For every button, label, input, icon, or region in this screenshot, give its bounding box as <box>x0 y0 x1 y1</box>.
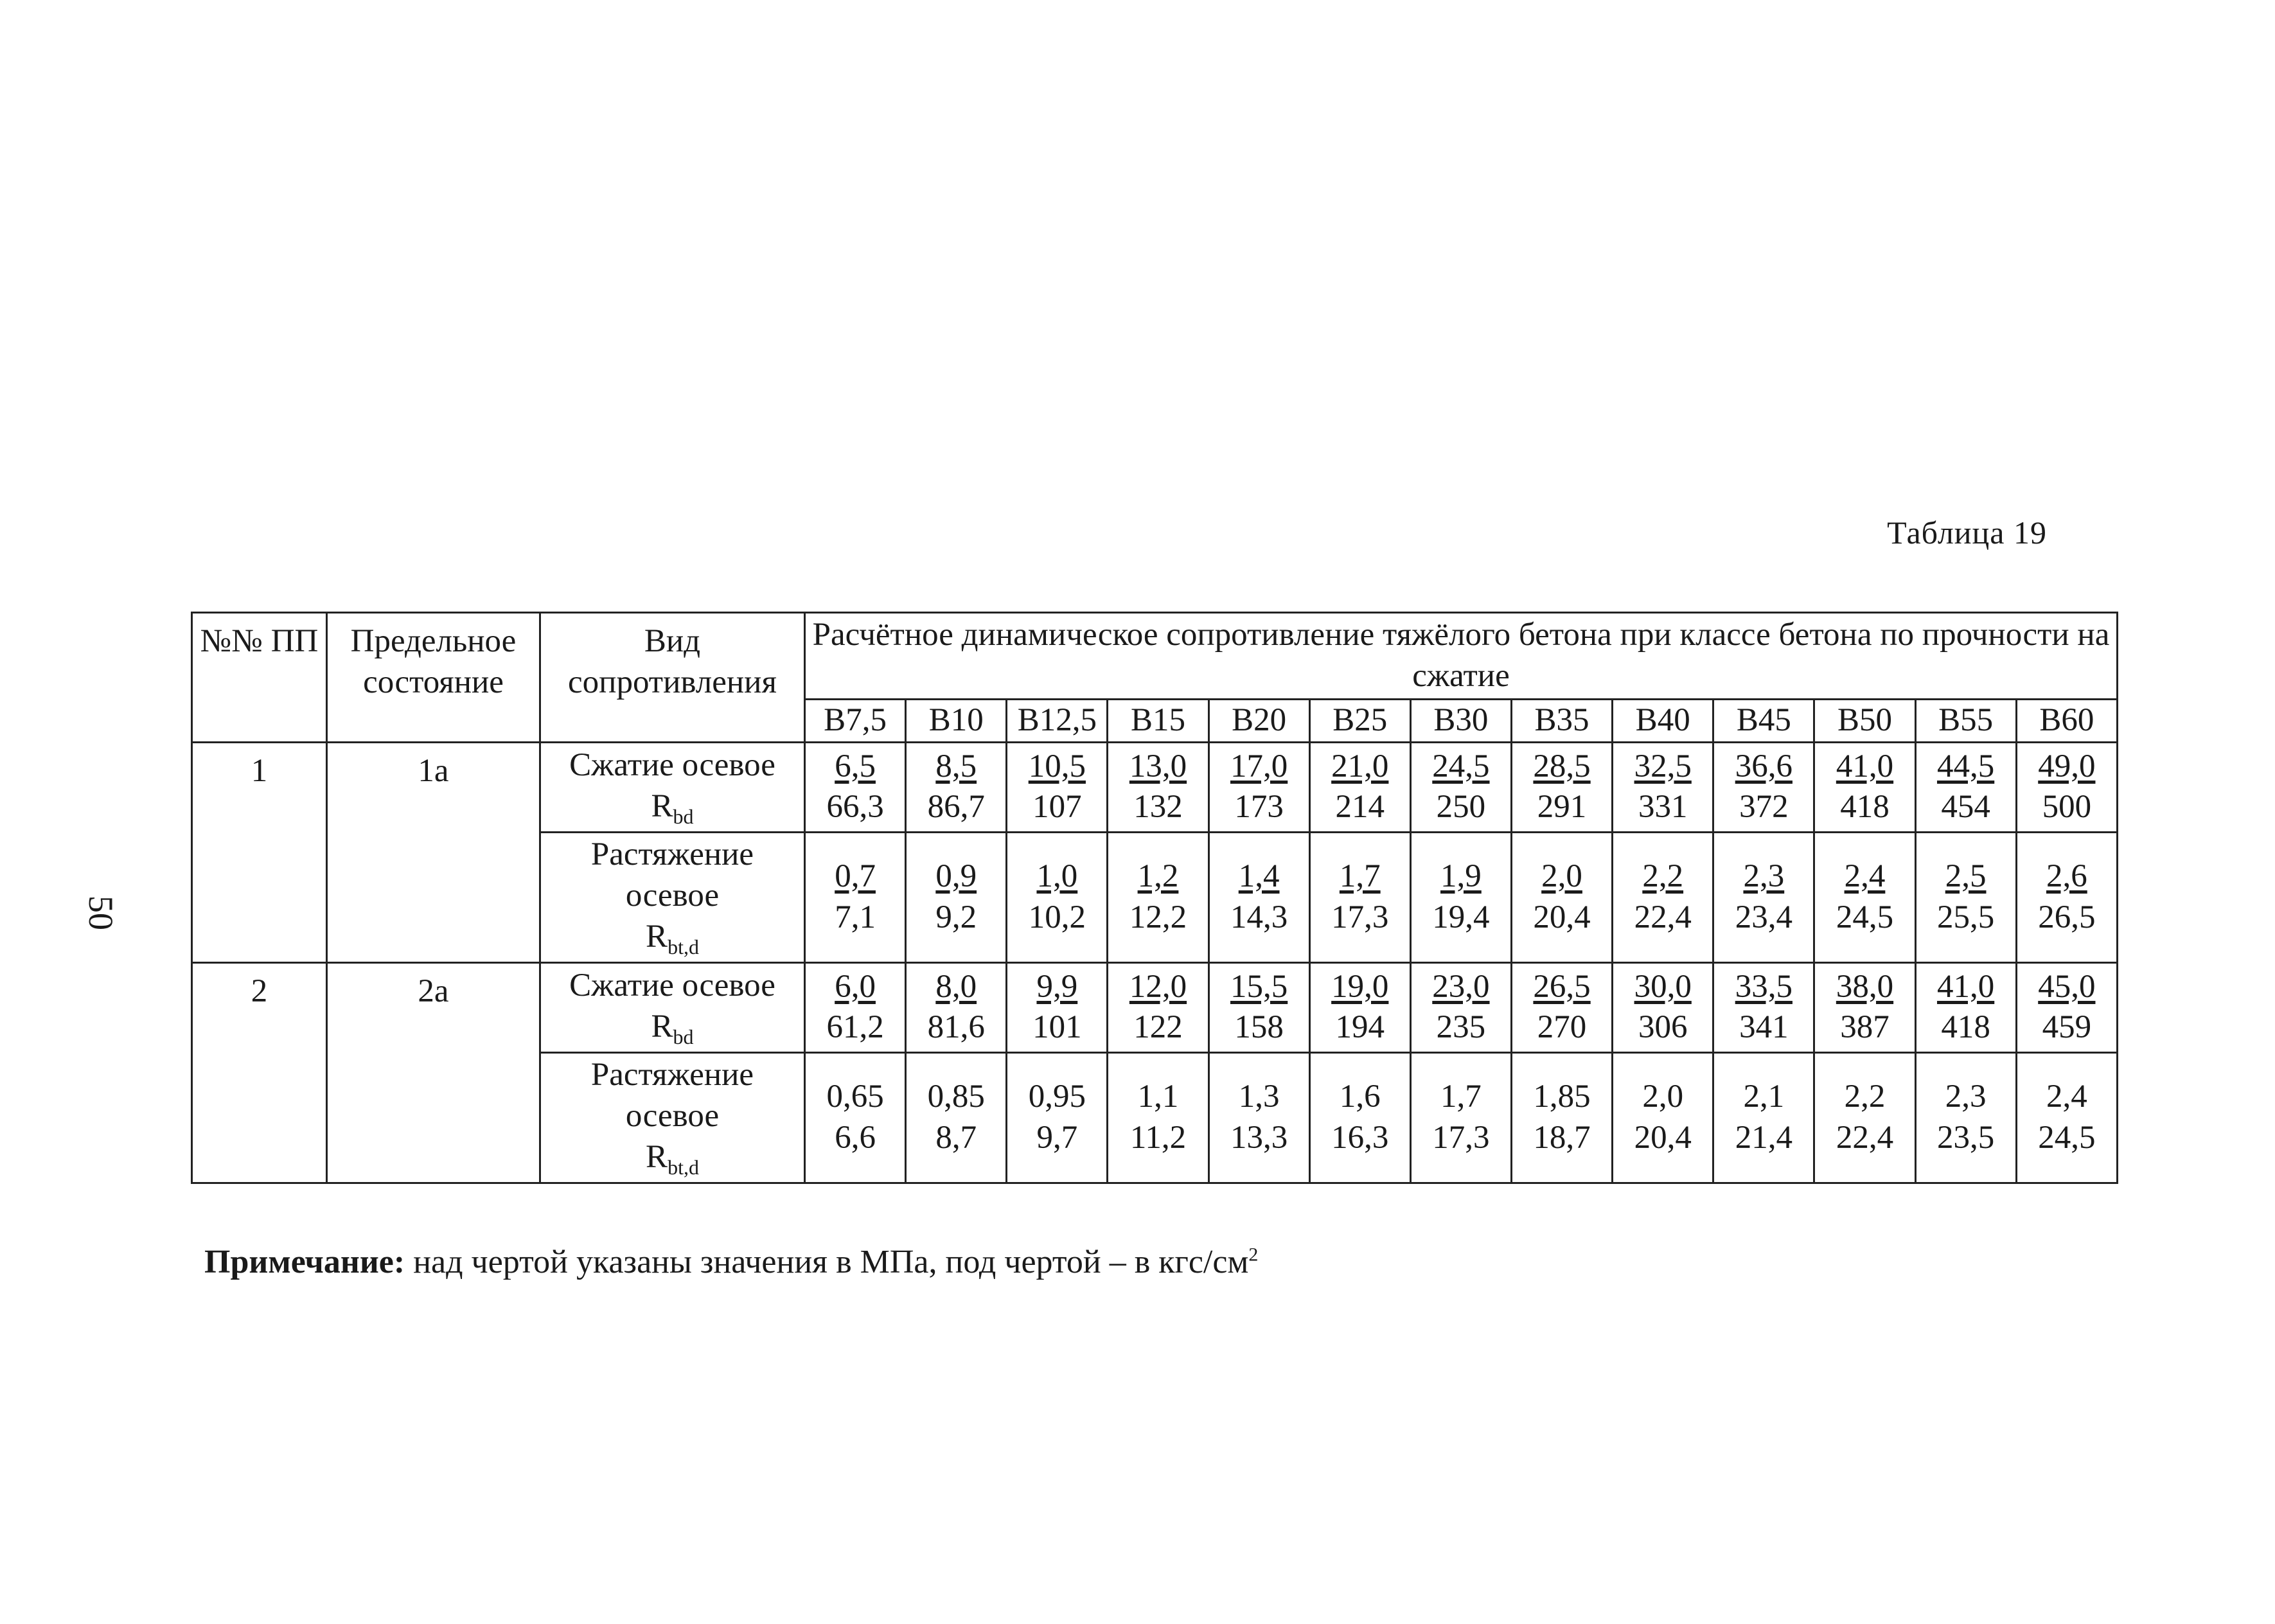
value-kgf: 20,4 <box>1533 899 1591 935</box>
value-mpa: 2,3 <box>1945 1079 1987 1115</box>
value-cell <box>1814 962 1915 1052</box>
value-cell <box>1007 832 1108 962</box>
value-mpa: 17,0 <box>1230 748 1288 784</box>
page-number: 50 <box>82 896 120 930</box>
value-kgf: 11,2 <box>1129 1119 1187 1156</box>
value-mpa: 2,4 <box>2046 1079 2087 1115</box>
note-sup: 2 <box>1248 1244 1259 1266</box>
value-mpa: 45,0 <box>2038 968 2096 1005</box>
value-kgf: 9,7 <box>1036 1119 1078 1156</box>
class-header: B30 <box>1410 700 1511 743</box>
class-header: B12,5 <box>1007 700 1108 743</box>
value-mpa: 33,5 <box>1735 968 1793 1005</box>
value-cell <box>1007 962 1108 1052</box>
value-mpa: 1,7 <box>1339 858 1381 894</box>
value-kgf: 132 <box>1133 789 1183 825</box>
value-kgf: 6,6 <box>835 1119 876 1156</box>
value-kgf: 418 <box>1840 789 1890 825</box>
value-mpa: 0,9 <box>935 858 977 894</box>
symbol-subscript: bt,d <box>668 1156 699 1179</box>
class-header: B20 <box>1208 700 1309 743</box>
row-num: 1 <box>192 742 327 962</box>
value-cell <box>1713 832 1814 962</box>
resistance-type <box>540 832 805 962</box>
symbol-subscript: bd <box>673 804 694 828</box>
value-kgf: 86,7 <box>927 789 985 825</box>
value-kgf: 17,3 <box>1331 899 1389 935</box>
value-cell <box>1208 832 1309 962</box>
value-kgf: 23,5 <box>1936 1119 1995 1156</box>
value-cell <box>1410 832 1511 962</box>
resistance-label: Растяжение осевое <box>590 836 754 914</box>
resistance-label: Растяжение осевое <box>590 1057 754 1134</box>
value-kgf: 10,2 <box>1028 899 1086 935</box>
table-title: Таблица 19 <box>1887 515 2047 551</box>
value-mpa: 2,1 <box>1743 1079 1785 1115</box>
symbol-letter: R <box>646 918 668 955</box>
value-cell <box>2016 832 2117 962</box>
value-cell <box>805 742 906 832</box>
value-kgf: 418 <box>1941 1009 1990 1046</box>
class-header: B35 <box>1511 700 1612 743</box>
value-cell <box>1108 832 1208 962</box>
value-kgf: 459 <box>2042 1009 2092 1046</box>
value-kgf: 8,7 <box>935 1119 977 1156</box>
header-state: Предельное состояние <box>327 613 540 743</box>
value-kgf: 158 <box>1234 1009 1284 1046</box>
value-cell <box>906 1052 1007 1183</box>
value-cell <box>805 832 906 962</box>
value-kgf: 122 <box>1133 1009 1183 1046</box>
class-header: B45 <box>1713 700 1814 743</box>
value-kgf: 16,3 <box>1331 1119 1389 1156</box>
value-mpa: 1,0 <box>1036 858 1078 894</box>
value-kgf: 12,2 <box>1129 899 1187 935</box>
value-kgf: 24,5 <box>2038 1119 2096 1156</box>
value-cell <box>1108 962 1208 1052</box>
value-cell <box>1208 742 1309 832</box>
value-mpa: 28,5 <box>1533 748 1591 784</box>
resistance-symbol <box>544 786 801 829</box>
value-mpa: 2,0 <box>1642 1079 1684 1115</box>
value-mpa: 2,2 <box>1844 1079 1886 1115</box>
value-mpa: 0,65 <box>826 1079 884 1115</box>
value-mpa: 1,7 <box>1440 1079 1482 1115</box>
resistance-table <box>191 612 2118 1184</box>
value-cell <box>1713 962 1814 1052</box>
class-header: B15 <box>1108 700 1208 743</box>
value-cell <box>1915 742 2016 832</box>
value-mpa: 1,2 <box>1137 858 1179 894</box>
value-kgf: 107 <box>1032 789 1082 825</box>
value-cell <box>1511 1052 1612 1183</box>
value-cell <box>1410 742 1511 832</box>
value-mpa: 2,4 <box>1844 858 1886 894</box>
value-kgf: 22,4 <box>1836 1119 1894 1156</box>
value-mpa: 2,0 <box>1541 858 1582 894</box>
value-cell <box>2016 1052 2117 1183</box>
value-mpa: 41,0 <box>1936 968 1995 1005</box>
resistance-type <box>540 742 805 832</box>
value-mpa: 26,5 <box>1533 968 1591 1005</box>
value-cell <box>1208 1052 1309 1183</box>
value-kgf: 306 <box>1638 1009 1688 1046</box>
note-label: Примечание: <box>204 1244 405 1280</box>
class-header: B60 <box>2016 700 2117 743</box>
value-kgf: 101 <box>1032 1009 1082 1046</box>
value-kgf: 454 <box>1941 789 1990 825</box>
value-kgf: 372 <box>1739 789 1789 825</box>
value-mpa: 30,0 <box>1634 968 1692 1005</box>
value-mpa: 2,3 <box>1743 858 1785 894</box>
value-kgf: 387 <box>1840 1009 1890 1046</box>
value-mpa: 15,5 <box>1230 968 1288 1005</box>
note <box>204 1243 1258 1281</box>
value-kgf: 13,3 <box>1230 1119 1288 1156</box>
row-state: 1а <box>327 742 540 962</box>
value-mpa: 41,0 <box>1836 748 1894 784</box>
value-cell <box>906 832 1007 962</box>
value-kgf: 81,6 <box>927 1009 985 1046</box>
value-kgf: 9,2 <box>935 899 977 935</box>
value-cell <box>1309 962 1410 1052</box>
value-cell <box>1814 742 1915 832</box>
value-kgf: 17,3 <box>1432 1119 1490 1156</box>
header-type: Вид сопротивления <box>540 613 805 743</box>
resistance-type <box>540 962 805 1052</box>
value-cell <box>1613 962 1713 1052</box>
value-cell <box>1511 742 1612 832</box>
value-kgf: 214 <box>1335 789 1385 825</box>
value-mpa: 1,6 <box>1339 1079 1381 1115</box>
symbol-letter: R <box>651 1008 673 1045</box>
value-mpa: 6,0 <box>835 968 876 1005</box>
class-header: B55 <box>1915 700 2016 743</box>
value-mpa: 23,0 <box>1432 968 1490 1005</box>
value-kgf: 61,2 <box>826 1009 884 1046</box>
value-kgf: 291 <box>1537 789 1587 825</box>
value-cell <box>1108 1052 1208 1183</box>
value-kgf: 18,7 <box>1533 1119 1591 1156</box>
value-kgf: 66,3 <box>826 789 884 825</box>
header-group: Расчётное динамическое сопротивление тяжёлого бетона при классе бетона по прочности на сжатие <box>805 613 2118 700</box>
value-cell <box>1713 1052 1814 1183</box>
value-kgf: 250 <box>1436 789 1486 825</box>
class-header: B10 <box>906 700 1007 743</box>
value-mpa: 0,95 <box>1028 1079 1086 1115</box>
row-state: 2а <box>327 962 540 1183</box>
note-text: над чертой указаны значения в МПа, под чертой – в кгс/см <box>405 1244 1249 1280</box>
value-kgf: 341 <box>1739 1009 1789 1046</box>
value-kgf: 20,4 <box>1634 1119 1692 1156</box>
value-kgf: 500 <box>2042 789 2092 825</box>
value-cell <box>1007 742 1108 832</box>
value-cell <box>1613 742 1713 832</box>
value-cell <box>1613 832 1713 962</box>
table-row <box>192 962 2118 1052</box>
symbol-letter: R <box>651 788 673 824</box>
value-mpa: 38,0 <box>1836 968 1894 1005</box>
value-kgf: 235 <box>1436 1009 1486 1046</box>
value-cell <box>1713 742 1814 832</box>
value-cell <box>1814 832 1915 962</box>
value-kgf: 26,5 <box>2038 899 2096 935</box>
value-cell <box>1814 1052 1915 1183</box>
value-mpa: 32,5 <box>1634 748 1692 784</box>
value-kgf: 194 <box>1335 1009 1385 1046</box>
value-kgf: 21,4 <box>1735 1119 1793 1156</box>
value-mpa: 0,7 <box>835 858 876 894</box>
value-mpa: 0,85 <box>927 1079 985 1115</box>
value-mpa: 2,2 <box>1642 858 1684 894</box>
class-header: B25 <box>1309 700 1410 743</box>
row-num: 2 <box>192 962 327 1183</box>
class-header: B40 <box>1613 700 1713 743</box>
value-mpa: 24,5 <box>1432 748 1490 784</box>
value-kgf: 14,3 <box>1230 899 1288 935</box>
value-kgf: 25,5 <box>1936 899 1995 935</box>
value-cell <box>906 962 1007 1052</box>
value-cell <box>1915 1052 2016 1183</box>
value-cell <box>1410 1052 1511 1183</box>
resistance-symbol <box>544 1137 801 1180</box>
value-kgf: 270 <box>1537 1009 1587 1046</box>
value-mpa: 49,0 <box>2038 748 2096 784</box>
value-kgf: 24,5 <box>1836 899 1894 935</box>
resistance-symbol <box>544 1007 801 1050</box>
value-cell <box>1613 1052 1713 1183</box>
value-mpa: 1,1 <box>1137 1079 1179 1115</box>
value-mpa: 2,6 <box>2046 858 2087 894</box>
value-mpa: 1,4 <box>1238 858 1280 894</box>
value-kgf: 22,4 <box>1634 899 1692 935</box>
value-cell <box>1309 832 1410 962</box>
value-mpa: 1,3 <box>1238 1079 1280 1115</box>
value-mpa: 13,0 <box>1129 748 1187 784</box>
value-mpa: 12,0 <box>1129 968 1187 1005</box>
symbol-subscript: bd <box>673 1025 694 1048</box>
resistance-symbol <box>544 917 801 960</box>
value-cell <box>1410 962 1511 1052</box>
value-mpa: 1,85 <box>1533 1079 1591 1115</box>
value-mpa: 8,5 <box>935 748 977 784</box>
value-mpa: 6,5 <box>835 748 876 784</box>
value-cell <box>1108 742 1208 832</box>
value-cell <box>2016 962 2117 1052</box>
symbol-letter: R <box>646 1138 668 1175</box>
table-row <box>192 742 2118 832</box>
value-cell <box>1915 962 2016 1052</box>
value-cell <box>805 1052 906 1183</box>
value-kgf: 23,4 <box>1735 899 1793 935</box>
resistance-type <box>540 1052 805 1183</box>
value-cell <box>805 962 906 1052</box>
value-mpa: 10,5 <box>1028 748 1086 784</box>
value-kgf: 19,4 <box>1432 899 1490 935</box>
value-cell <box>1208 962 1309 1052</box>
value-cell <box>1511 832 1612 962</box>
value-mpa: 1,9 <box>1440 858 1482 894</box>
value-cell <box>1007 1052 1108 1183</box>
resistance-label: Сжатие осевое <box>569 967 775 1003</box>
value-kgf: 173 <box>1234 789 1284 825</box>
value-mpa: 19,0 <box>1331 968 1389 1005</box>
value-mpa: 2,5 <box>1945 858 1987 894</box>
value-kgf: 331 <box>1638 789 1688 825</box>
symbol-subscript: bt,d <box>668 935 699 959</box>
value-kgf: 7,1 <box>835 899 876 935</box>
resistance-label: Сжатие осевое <box>569 746 775 783</box>
value-cell <box>1309 742 1410 832</box>
header-num: №№ ПП <box>192 613 327 743</box>
value-cell <box>1511 962 1612 1052</box>
value-mpa: 8,0 <box>935 968 977 1005</box>
value-cell <box>1309 1052 1410 1183</box>
class-header: B50 <box>1814 700 1915 743</box>
value-mpa: 9,9 <box>1036 968 1078 1005</box>
class-header: B7,5 <box>805 700 906 743</box>
value-mpa: 36,6 <box>1735 748 1793 784</box>
value-mpa: 44,5 <box>1936 748 1995 784</box>
value-cell <box>1915 832 2016 962</box>
value-cell <box>906 742 1007 832</box>
value-cell <box>2016 742 2117 832</box>
value-mpa: 21,0 <box>1331 748 1389 784</box>
